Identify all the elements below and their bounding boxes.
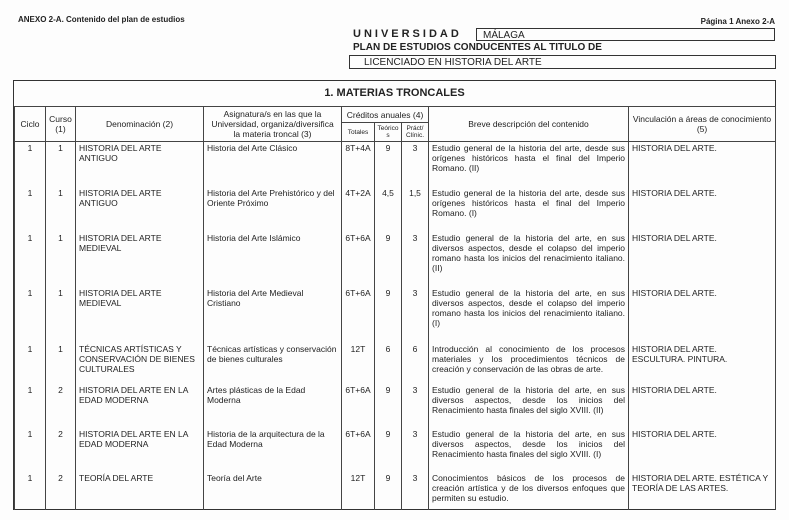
row-denominacion: HISTORIA DEL ARTE EN LA EDAD MODERNA	[76, 428, 204, 472]
row-teoricos: 9	[375, 384, 402, 428]
row-totales: 4T+2A	[342, 187, 375, 232]
row-denominacion: TÉCNICAS ARTÍSTICAS Y CONSERVACIÓN DE BIENES CULTURALES	[76, 343, 204, 384]
col-denominacion: Denominación (2)	[76, 107, 204, 142]
row-vinculacion: HISTORIA DEL ARTE. ESCULTURA. PINTURA.	[629, 343, 776, 384]
row-denominacion: HISTORIA DEL ARTE EN LA EDAD MODERNA	[76, 384, 204, 428]
row-ciclo: 1	[15, 232, 46, 287]
row-practicos: 3	[402, 287, 429, 343]
row-asignatura: Historia del Arte Prehistórico y del Oriente Próximo	[204, 187, 342, 232]
row-totales: 8T+4A	[342, 142, 375, 187]
row-teoricos: 9	[375, 232, 402, 287]
row-descripcion: Introducción al conocimiento de los procesos materiales y los procedimientos técnicos de creación y conservación de las obras de arte.	[429, 343, 629, 384]
row-ciclo: 1	[15, 343, 46, 384]
row-totales: 12T	[342, 472, 375, 510]
col-teoricos: Teórico s	[375, 123, 402, 142]
col-creditos: Créditos anuales (4)	[342, 107, 429, 123]
row-curso: 1	[46, 232, 76, 287]
row-ciclo: 1	[15, 384, 46, 428]
subjects-table	[14, 106, 776, 510]
col-vinculacion: Vinculación a áreas de conocimiento (5)	[629, 107, 776, 142]
row-vinculacion: HISTORIA DEL ARTE.	[629, 428, 776, 472]
row-denominacion: TEORÍA DEL ARTE	[76, 472, 204, 510]
row-teoricos: 9	[375, 287, 402, 343]
row-curso: 1	[46, 287, 76, 343]
col-asignaturas: Asignatura/s en las que la Universidad, organiza/diversifica la materia troncal (3)	[204, 107, 342, 142]
row-teoricos: 4,5	[375, 187, 402, 232]
row-teoricos: 9	[375, 142, 402, 187]
table-row	[15, 232, 776, 287]
row-totales: 12T	[342, 343, 375, 384]
row-ciclo: 1	[15, 187, 46, 232]
annex-title: ANEXO 2-A. Contenido del plan de estudios	[18, 15, 185, 24]
row-practicos: 3	[402, 472, 429, 510]
row-ciclo: 1	[15, 287, 46, 343]
row-curso: 2	[46, 428, 76, 472]
row-practicos: 3	[402, 142, 429, 187]
row-practicos: 3	[402, 384, 429, 428]
row-vinculacion: HISTORIA DEL ARTE.	[629, 232, 776, 287]
col-totales: Totales	[342, 123, 375, 142]
table-row	[15, 343, 776, 384]
table-row	[15, 142, 776, 187]
row-asignatura: Artes plásticas de la Edad Moderna	[204, 384, 342, 428]
row-curso: 2	[46, 384, 76, 428]
table-row	[15, 187, 776, 232]
row-asignatura: Técnicas artísticas y conservación de bienes culturales	[204, 343, 342, 384]
row-practicos: 1,5	[402, 187, 429, 232]
row-descripcion: Estudio general de la historia del arte, en sus diversos aspectos, desde los inicios del Renacimiento hasta finales del siglo XVIII. (I)	[429, 428, 629, 472]
row-ciclo: 1	[15, 142, 46, 187]
row-denominacion: HISTORIA DEL ARTE ANTIGUO	[76, 187, 204, 232]
table-row	[15, 428, 776, 472]
row-asignatura: Historia del Arte Clásico	[204, 142, 342, 187]
row-vinculacion: HISTORIA DEL ARTE.	[629, 287, 776, 343]
row-teoricos: 9	[375, 472, 402, 510]
university-label: UNIVERSIDAD	[353, 28, 462, 40]
row-curso: 2	[46, 472, 76, 510]
row-practicos: 6	[402, 343, 429, 384]
table-row	[15, 384, 776, 428]
row-descripcion: Estudio general de la historia del arte, desde sus orígenes históricos hasta el final del Imperio Romano. (II)	[429, 142, 629, 187]
table-row	[15, 287, 776, 343]
row-vinculacion: HISTORIA DEL ARTE.	[629, 187, 776, 232]
row-teoricos: 6	[375, 343, 402, 384]
row-descripcion: Estudio general de la historia del arte, en sus diversos aspectos, desde los inicios del Renacimiento hasta finales del siglo XVIII. (II)	[429, 384, 629, 428]
row-teoricos: 9	[375, 428, 402, 472]
col-descripcion: Breve descripción del contenido	[429, 107, 629, 142]
university-name-box: MÁLAGA	[476, 28, 775, 41]
row-descripcion: Estudio general de la historia del arte, en sus diversos aspectos, desde el colapso del imperio romano hasta los inicios del renacimiento italiano. (II)	[429, 232, 629, 287]
row-asignatura: Historia del Arte Medieval Cristiano	[204, 287, 342, 343]
row-totales: 6T+6A	[342, 232, 375, 287]
page-info: Página 1 Anexo 2-A	[700, 17, 775, 26]
row-descripcion: Estudio general de la historia del arte, desde sus orígenes históricos hasta el final del Imperio Romano. (I)	[429, 187, 629, 232]
table-row	[15, 472, 776, 510]
row-denominacion: HISTORIA DEL ARTE MEDIEVAL	[76, 287, 204, 343]
row-totales: 6T+6A	[342, 384, 375, 428]
row-ciclo: 1	[15, 428, 46, 472]
col-practicos: Práct/ Clínic.	[402, 123, 429, 142]
row-totales: 6T+6A	[342, 428, 375, 472]
row-denominacion: HISTORIA DEL ARTE ANTIGUO	[76, 142, 204, 187]
row-asignatura: Teoría del Arte	[204, 472, 342, 510]
plan-title: PLAN DE ESTUDIOS CONDUCENTES AL TITULO DE	[353, 42, 602, 53]
row-vinculacion: HISTORIA DEL ARTE.	[629, 384, 776, 428]
row-curso: 1	[46, 187, 76, 232]
row-descripcion: Estudio general de la historia del arte, en sus diversos aspectos, desde el colapso del imperio romano hasta los inicios del renacimiento italiano. (I)	[429, 287, 629, 343]
row-practicos: 3	[402, 232, 429, 287]
row-denominacion: HISTORIA DEL ARTE MEDIEVAL	[76, 232, 204, 287]
row-asignatura: Historia de la arquitectura de la Edad Moderna	[204, 428, 342, 472]
degree-box: LICENCIADO EN HISTORIA DEL ARTE	[349, 55, 776, 69]
section-title: 1. MATERIAS TRONCALES	[324, 87, 465, 99]
col-curso: Curso (1)	[46, 107, 76, 142]
col-ciclo: Ciclo	[15, 107, 46, 142]
row-vinculacion: HISTORIA DEL ARTE. ESTÉTICA Y TEORÍA DE LAS ARTES.	[629, 472, 776, 510]
row-vinculacion: HISTORIA DEL ARTE.	[629, 142, 776, 187]
row-practicos: 3	[402, 428, 429, 472]
row-asignatura: Historia del Arte Islámico	[204, 232, 342, 287]
row-ciclo: 1	[15, 472, 46, 510]
row-descripcion: Conocimientos básicos de los procesos de creación artística y de los diversos enfoques que permiten su estudio.	[429, 472, 629, 510]
row-curso: 1	[46, 142, 76, 187]
row-totales: 6T+6A	[342, 287, 375, 343]
row-curso: 1	[46, 343, 76, 384]
